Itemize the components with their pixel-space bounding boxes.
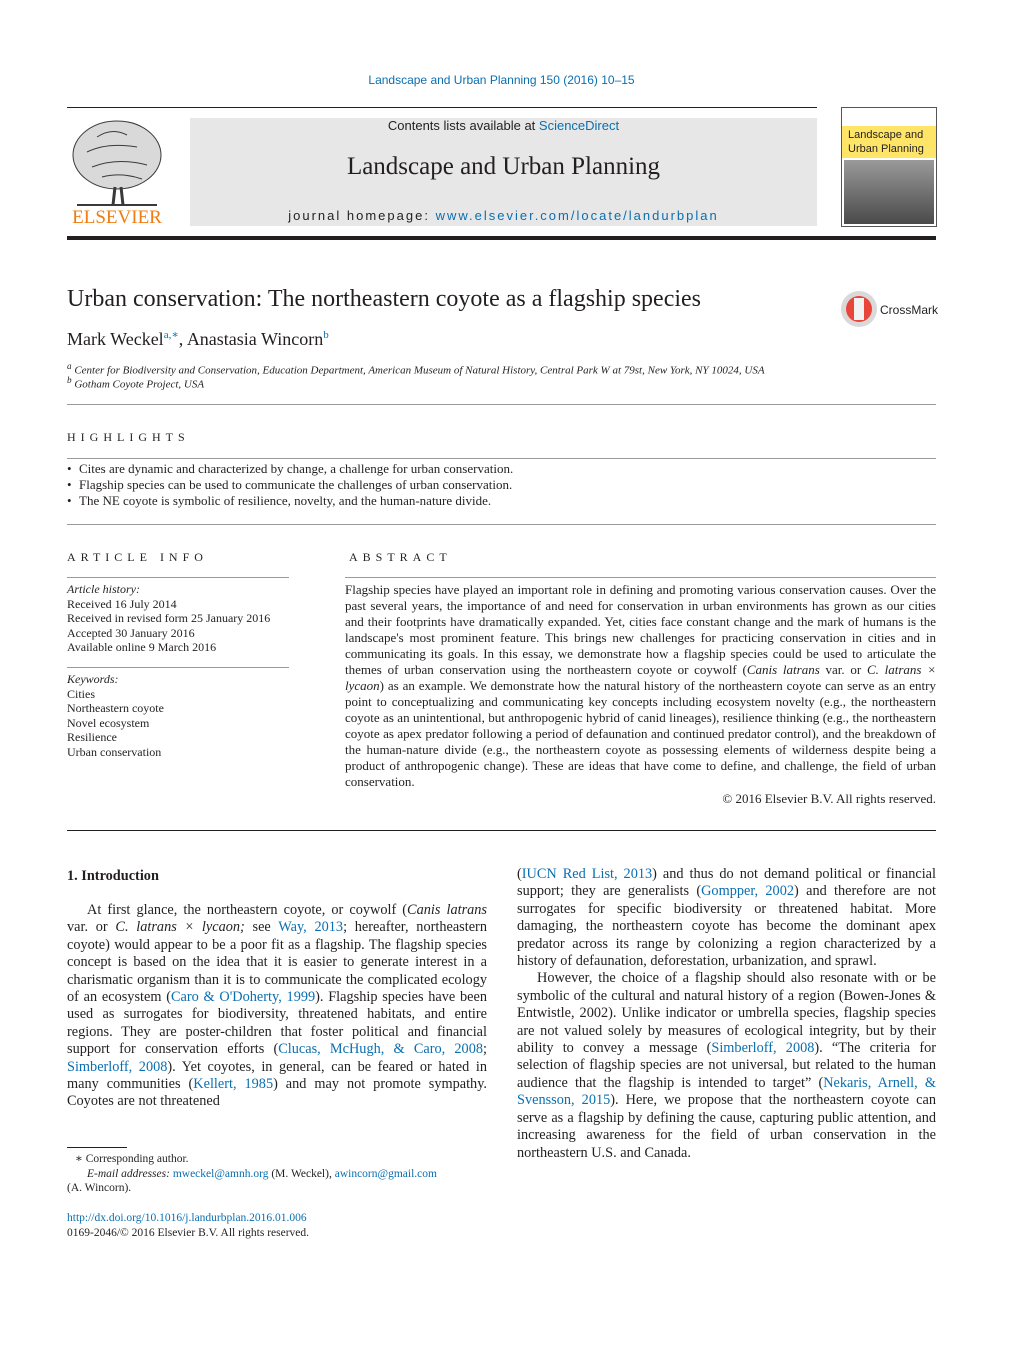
author-affiliation-mark[interactable]: a,∗ — [163, 329, 179, 341]
keyword: Cities — [67, 686, 96, 701]
citation-link[interactable]: Gompper, 2002 — [701, 883, 795, 900]
species-name: C. latrans × lycaon; — [115, 919, 245, 936]
author-separator: , — [178, 329, 187, 349]
divider — [67, 667, 289, 668]
species-name: Canis latrans — [746, 662, 820, 677]
text-run: var. or — [67, 919, 116, 936]
text-run: ) and may not promote sympathy. Coyotes are not threatened — [67, 1076, 488, 1110]
footnote-text: (M. Weckel), — [268, 1167, 335, 1180]
citation-link[interactable]: Clucas, McHugh, & Caro, 2008 — [278, 1041, 484, 1058]
divider — [67, 577, 289, 578]
citation-link[interactable]: Way, 2013 — [278, 919, 344, 936]
divider — [67, 830, 936, 831]
contents-prefix: Contents lists available at — [387, 118, 539, 133]
species-name: Canis latrans — [407, 902, 487, 918]
email-link[interactable]: awincorn@gmail.com — [334, 1167, 437, 1180]
email-link[interactable]: mweckel@amnh.org — [172, 1167, 269, 1180]
citation-link[interactable]: Caro & O'Doherty, 1999 — [170, 989, 316, 1006]
text-run: ). Yet coyotes, in general, can be feared or hated in many communities ( — [67, 1058, 487, 1093]
text-run: However, the choice of a flagship should also resonate with or be symbolic of the cultural and natural history of a region (Bowen-Jones & Entwistle, 2002). Unlike indicator or umbrella species, flagship species are not valued solely by measures of ecological integrity, but by their ability to convey a message ( — [517, 970, 936, 1057]
affiliation-text: Center for Biodiversity and Conservation, Education Department, American Museum of Natural History, Central Park W at 79st, New York, NY 10024, USA — [74, 364, 765, 377]
divider — [67, 404, 936, 405]
text-run: At first glance, the northeastern coyote, or coywolf ( — [87, 902, 408, 918]
journal-reference-link[interactable]: Landscape and Urban Planning 150 (2016) 10–15 — [368, 73, 635, 87]
footnote-line — [67, 1167, 487, 1182]
abstract-label: ABSTRACT — [349, 550, 452, 564]
crossmark-badge[interactable] — [840, 290, 940, 330]
keyword: Northeastern coyote — [67, 701, 164, 715]
highlight-item: • Flagship species can be used to communicate the challenges of urban conservation. — [67, 477, 937, 493]
body-column-left — [67, 902, 487, 1111]
keyword: Urban conservation — [67, 744, 162, 759]
paragraph — [517, 866, 936, 970]
contents-line — [190, 118, 817, 133]
text-run: ; — [483, 1041, 487, 1058]
footnote-mark: ∗ — [75, 1153, 83, 1165]
body-column-right — [517, 866, 936, 1162]
author-name: Anastasia Wincorn — [186, 329, 324, 349]
keywords — [67, 672, 289, 759]
text-run: ). “The criteria for selection of flagship species are not universal, but related to the human audience that the flagship is intended to target” ( — [517, 1040, 936, 1091]
divider — [345, 577, 936, 578]
footnote-line — [67, 1152, 487, 1167]
divider — [67, 458, 936, 459]
author-name: Mark Weckel — [67, 329, 164, 349]
history-item: Available online 9 March 2016 — [67, 640, 217, 654]
cover-title: Landscape and Urban Planning — [842, 126, 936, 158]
text-run: see — [244, 919, 279, 936]
citation-link[interactable]: Kellert, 1985 — [193, 1076, 274, 1093]
text-run: ). Flagship species have been used as surrogates for biodiversity, threatened habitats, and entire regions. They are poster-children that foster political and financial support for conservation efforts ( — [67, 989, 487, 1058]
abstract-text — [345, 582, 936, 790]
cover-photo — [844, 160, 934, 224]
elsevier-logo — [67, 117, 167, 227]
elsevier-tree-icon — [67, 117, 167, 227]
publisher-wordmark: ELSEVIER — [72, 207, 162, 227]
doi-block — [67, 1211, 309, 1240]
crossmark-icon — [840, 290, 940, 330]
keywords-title: Keywords: — [67, 672, 119, 686]
paragraph — [517, 970, 936, 1161]
history-item: Received 16 July 2014 — [67, 596, 177, 611]
keyword: Resilience — [67, 730, 117, 744]
article-info-label: ARTICLE INFO — [67, 550, 208, 564]
abstract-part: var. or — [819, 662, 867, 677]
citation-link[interactable]: Nekaris, Arnell, & Svensson, 2015 — [517, 1074, 936, 1109]
sciencedirect-link[interactable]: ScienceDirect — [538, 118, 620, 133]
abstract-part: ) as an example. We demonstrate how the natural history of the northeastern coyote can serve as an entry point to conceptualizing and communicating key concepts including ecosystem novelty (e.g., the northeastern coyote as an unintentional, but anthropogenic hybrid of canid lineages), resilience thinking (e.g., the northeastern coyote as apex predator following a period of defaunation and continued predator control), and the breakdown of the human-nature divide (e.g., the northeastern coyote as possessing elements of wilderness despite being a product of anthropogenic change). These are ideas that have come to define, and challenge, the field of urban conservation. — [345, 678, 936, 789]
header-rule — [67, 107, 817, 108]
text-run: ). Here, we propose that the northeastern coyote can serve as a flagship by defining the cause, capturing public attention, and increasing awareness for the field of urban conservation in the northeastern U.S. and Canada. — [517, 1092, 936, 1161]
abstract-copyright: © 2016 Elsevier B.V. All rights reserved. — [722, 791, 936, 806]
text-run: ; hereafter, northeastern coyote) would appear to be a poor fit as a flagship. The flagship species concept is based on the idea that it is easier to generate interest in a charismatic organism than it is to communicate the complicated ecology of an ecosystem ( — [67, 919, 487, 1006]
author-list — [67, 328, 329, 350]
divider — [67, 524, 936, 525]
highlights-label: HIGHLIGHTS — [67, 430, 190, 444]
text-run: ) and therefore are not surrogates for specific biodiversity or threatened habitat. More damaging, the northeastern coyote has become the dominant apex predator across its range by colonizing a region characterized by a history of defaunation, deforestation, urbanization, and sprawl. — [517, 883, 936, 970]
affiliation-mark: b — [67, 375, 72, 385]
affiliation-mark: a — [67, 361, 72, 371]
citation-link[interactable]: Simberloff, 2008 — [67, 1058, 168, 1075]
masthead-rule — [67, 236, 936, 240]
journal-cover[interactable] — [841, 107, 937, 227]
doi-link[interactable]: http://dx.doi.org/10.1016/j.landurbplan.2016.01.006 — [67, 1212, 307, 1224]
highlights-list — [67, 461, 937, 509]
homepage-line — [190, 208, 817, 223]
footnote-rule — [67, 1147, 127, 1148]
footnote-text: Corresponding author. — [82, 1153, 189, 1165]
highlight-item: • Cites are dynamic and characterized by change, a challenge for urban conservation. — [67, 461, 937, 477]
article-title: Urban conservation: The northeastern coyote as a flagship species — [67, 286, 702, 312]
journal-name: Landscape and Urban Planning — [346, 153, 661, 180]
section-heading: 1. Introduction — [67, 868, 159, 884]
history-title: Article history: — [67, 582, 140, 596]
history-item: Accepted 30 January 2016 — [67, 625, 195, 640]
citation-link[interactable]: Simberloff, 2008 — [711, 1040, 815, 1057]
paragraph — [67, 902, 487, 1111]
homepage-prefix: journal homepage: — [288, 208, 436, 223]
text-run: ) and thus do not demand political or financial support; they are generalists ( — [517, 866, 936, 900]
affiliation-text: Gotham Coyote Project, USA — [74, 378, 205, 391]
highlight-item: • The NE coyote is symbolic of resilience, novelty, and the human-nature divide. — [67, 493, 937, 509]
footnote-line: (A. Wincorn). — [67, 1182, 132, 1194]
affiliation — [67, 375, 204, 391]
email-label: E-mail addresses: — [87, 1167, 173, 1180]
article-history — [67, 582, 289, 655]
history-item: Received in revised form 25 January 2016 — [67, 611, 271, 625]
text-run: ( — [517, 866, 522, 882]
species-name: C. latrans × lycaon — [345, 662, 936, 693]
issn-line: 0169-2046/© 2016 Elsevier B.V. All rights reserved. — [67, 1226, 310, 1239]
citation-link[interactable]: IUCN Red List, 2013 — [521, 866, 653, 882]
crossmark-label: CrossMark — [880, 303, 939, 317]
homepage-link[interactable]: www.elsevier.com/locate/landurbplan — [435, 208, 719, 223]
keyword: Novel ecosystem — [67, 715, 150, 730]
author-affiliation-mark[interactable]: b — [323, 329, 329, 341]
abstract-part: Flagship species have played an important role in defining and promoting various conservation causes. Over the past several years, the importance of and need for conservation in urban environments has grown as our cities and their footprints have dramatically expanded. Yet, cities face constant change and the mark of humans is the landscape's most prominent feature. This brings new challenges for practicing conservation in cities and in communicating its goals. In this essay, we demonstrate how a flagship species could be used to articulate the themes of urban conservation using the northeastern coyote or coywolf ( — [345, 582, 936, 677]
footnote — [67, 1152, 487, 1196]
